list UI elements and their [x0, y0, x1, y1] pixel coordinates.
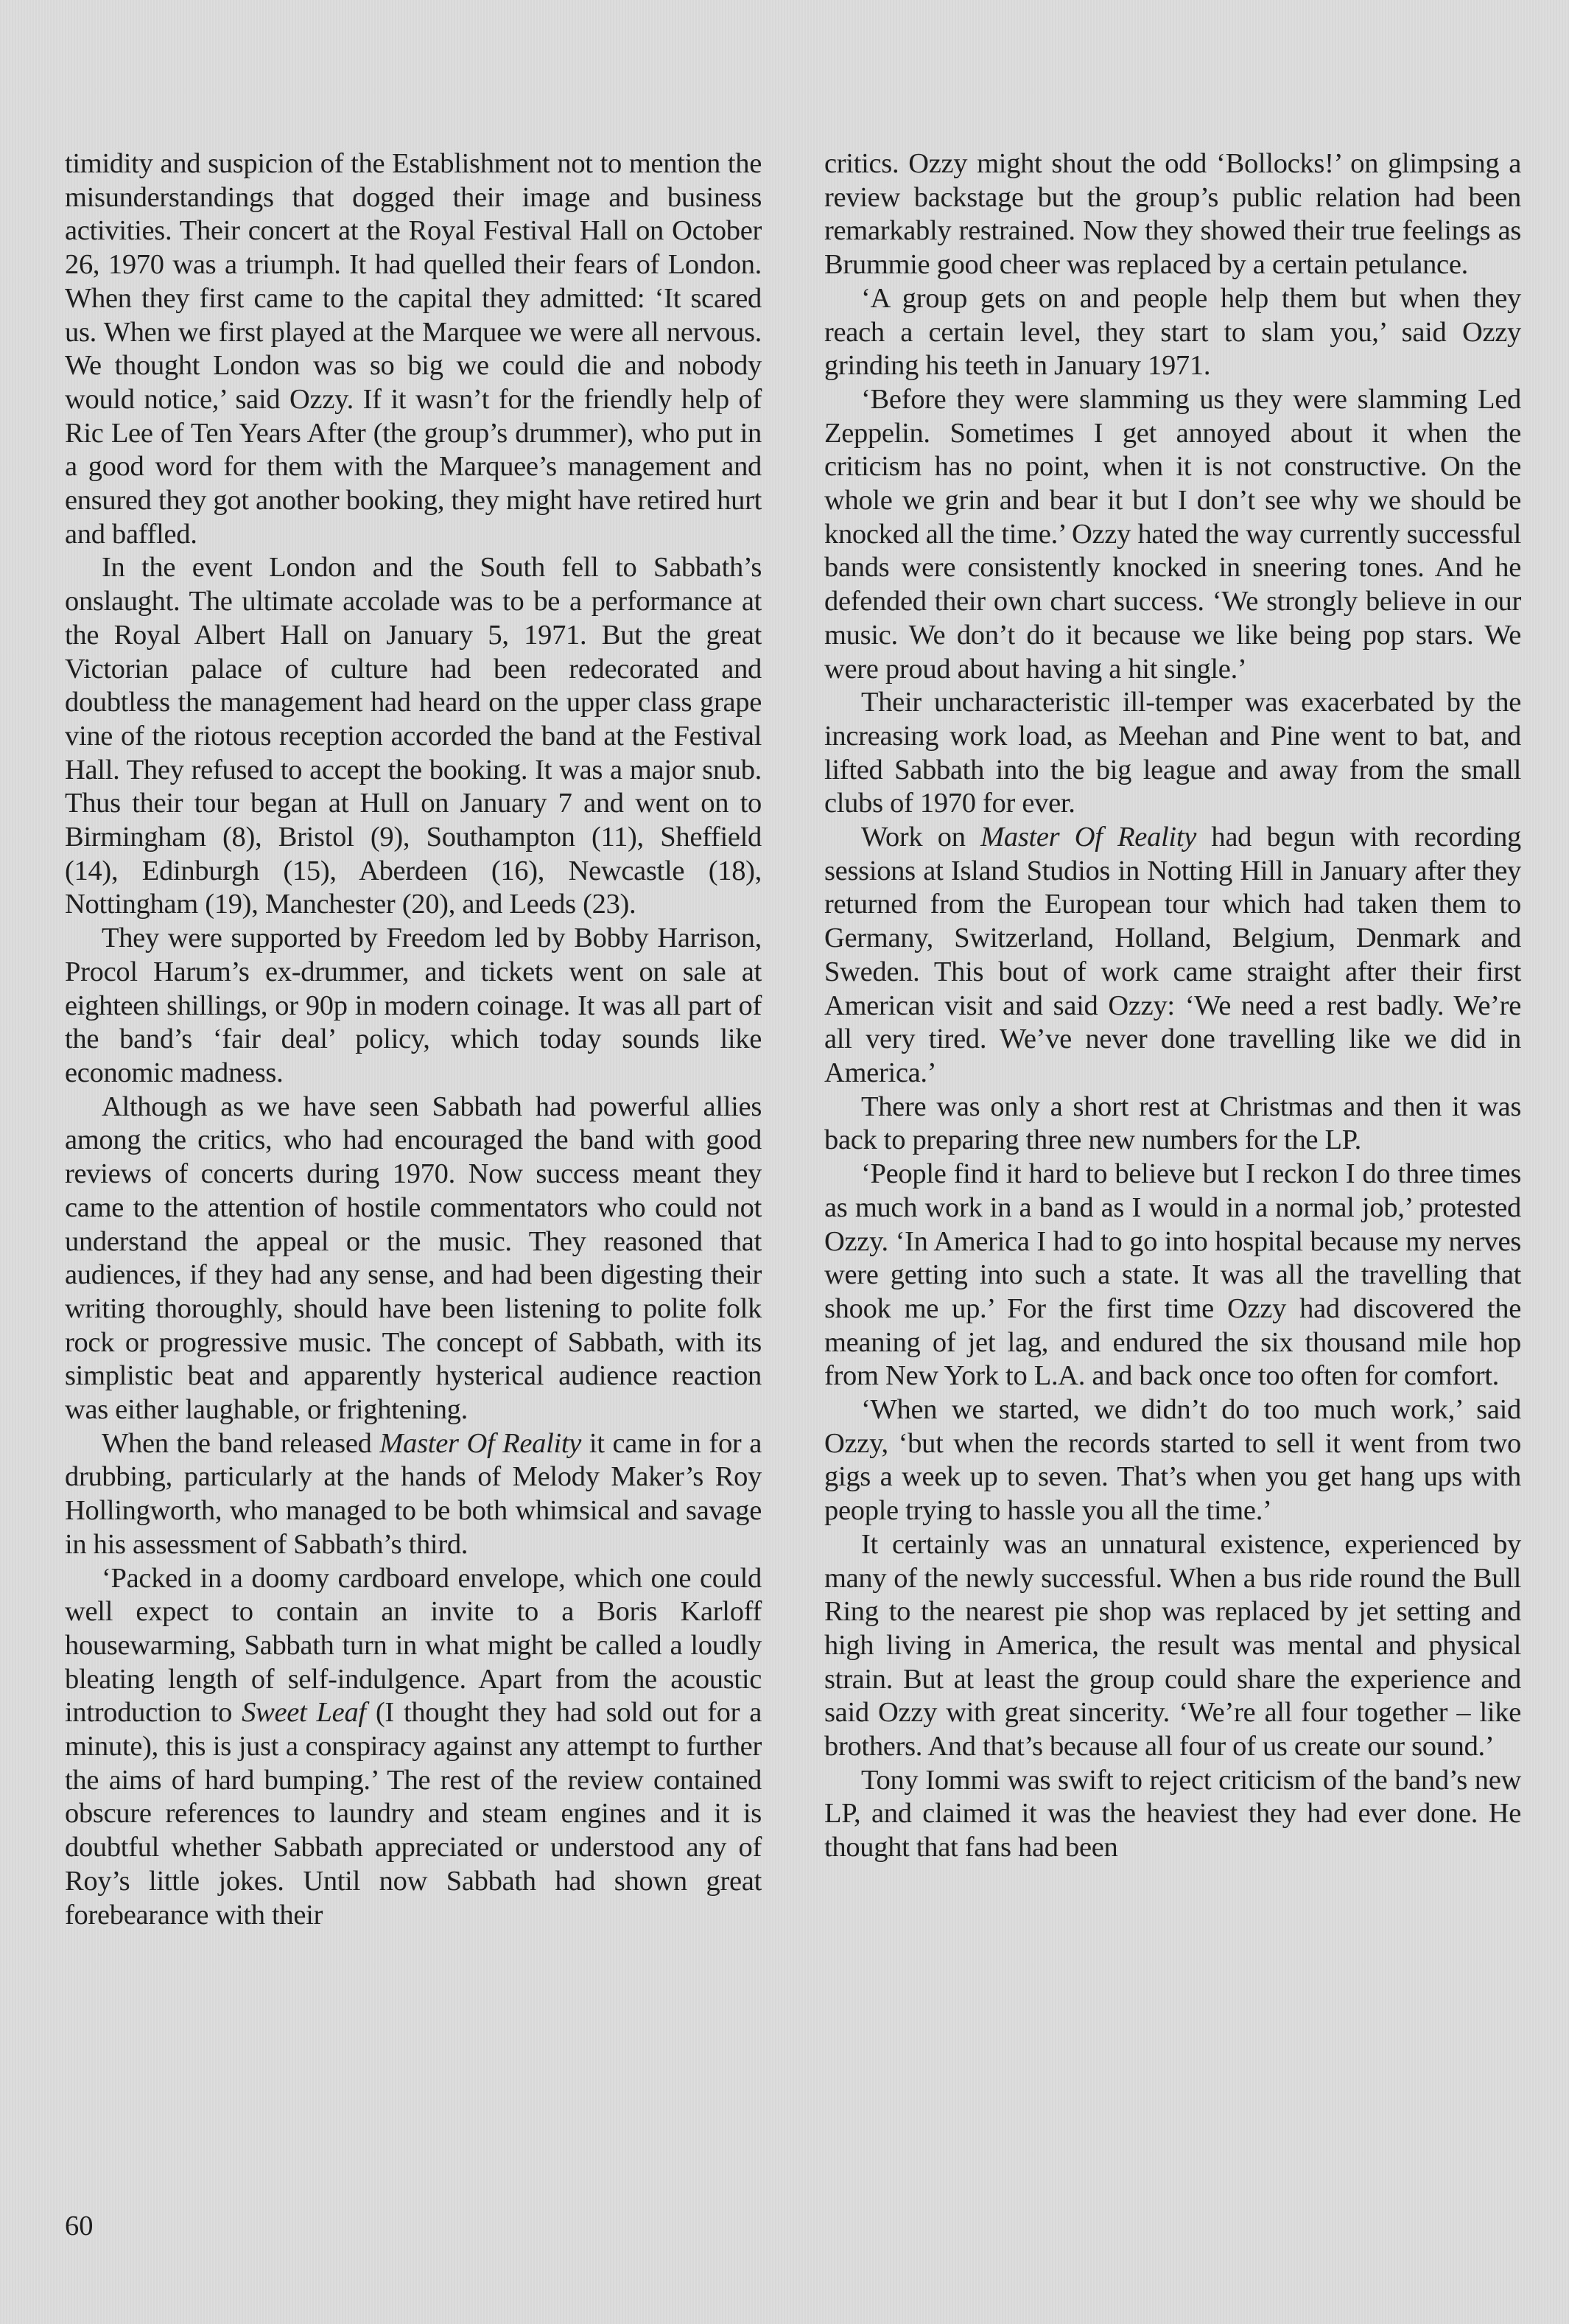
- paragraph-text: had begun with recording sessions at Island Studios in Notting Hill in January after they returned from the European tour which had taken them to Germany, Switzerland, Holland, Belgium, Denmark and Sweden. This bout of work came straight after their first American visit and said Ozzy: ‘We need a rest badly. We’re all very tired. We’ve never done travelling like we did in America.’: [824, 822, 1521, 1088]
- body-paragraph: [824, 147, 1521, 282]
- paragraph-text: ‘A group gets on and people help them but when they reach a certain level, they start to slam you,’ said Ozzy grinding his teeth in January 1971.: [824, 282, 1521, 382]
- paragraph-text: ‘Packed in a doomy cardboard envelope, which one could well expect to contain an invite to a Boris Karloff housewarming, Sabbath turn in what might be called a loudly bleating length of self-indulgence. Apart from the acoustic introduction to: [65, 1562, 762, 1729]
- page-number: 60: [65, 2211, 94, 2241]
- paragraph-text: Work on: [861, 822, 981, 853]
- paragraph-text: Tony Iommi was swift to reject criticism of the band’s new LP, and claimed it was the heaviest they had ever done. He thought that fans had been: [824, 1764, 1521, 1863]
- left-column: [65, 147, 762, 1932]
- body-paragraph: [65, 1091, 762, 1427]
- paragraph-text: Their uncharacteristic ill-temper was exacerbated by the increasing work load, as Meehan and Pine went to bat, and lifted Sabbath into the big league and away from the small clubs of 1970 for ever.: [824, 687, 1521, 819]
- paragraph-text: (I thought they had sold out for a minute), this is just a conspiracy against any attempt to further the aims of hard bumping.’ The rest of the review contained obscure references to laundry and steam engines and it is doubtful whether Sabbath appreciated or understood any of Roy’s little jokes. Until now Sabbath had shown great forebearance with their: [65, 1697, 762, 1931]
- body-paragraph: [824, 821, 1521, 1091]
- italic-title: Sweet Leaf: [242, 1697, 366, 1729]
- body-paragraph: [824, 1528, 1521, 1764]
- paragraph-text: When the band released: [102, 1427, 380, 1459]
- body-paragraph: [824, 282, 1521, 383]
- body-paragraph: [65, 922, 762, 1091]
- body-paragraph: [65, 1427, 762, 1562]
- paragraph-text: ‘People find it hard to believe but I reckon I do three times as much work in a band as I would in a normal job,’ protested Ozzy. ‘In America I had to go into hospital because my nerves were getting into such a state. It was all the travelling that shook me up.’ For the first time Ozzy had discovered the meaning of jet lag, and endured the six thousand mile hop from New York to L.A. and back once too often for comfort.: [824, 1158, 1521, 1392]
- paragraph-text: it came in for a drubbing, particularly at the hands of Melody Maker’s Roy Hollingworth, who managed to be both whimsical and savage in his assessment of Sabbath’s third.: [65, 1427, 762, 1560]
- body-paragraph: [65, 147, 762, 551]
- body-paragraph: [65, 1562, 762, 1933]
- paragraph-text: Although as we have seen Sabbath had powerful allies among the critics, who had encouraged the band with good reviews of concerts during 1970. Now success meant they came to the attention of hostile commentators who could not understand the appeal or the music. They reasoned that audiences, if they had any sense, and had been digesting their writing thoroughly, should have been listening to polite folk rock or progressive music. The concept of Sabbath, with its simplistic beat and apparently hysterical audience reaction was either laughable, or frightening.: [65, 1091, 762, 1426]
- body-paragraph: [824, 1158, 1521, 1393]
- right-column: [824, 147, 1521, 1865]
- body-paragraph: [824, 686, 1521, 821]
- body-paragraph: [824, 1393, 1521, 1528]
- body-paragraph: [824, 1091, 1521, 1158]
- paragraph-text: There was only a short rest at Christmas and then it was back to preparing three new numbers for the LP.: [824, 1091, 1521, 1156]
- body-paragraph: [65, 551, 762, 922]
- paragraph-text: They were supported by Freedom led by Bobby Harrison, Procol Harum’s ex-drummer, and tickets went on sale at eighteen shillings, or 90p in modern coinage. It was all part of the band’s ‘fair deal’ policy, which today sounds like economic madness.: [65, 923, 762, 1088]
- italic-title: Master Of Reality: [980, 822, 1197, 853]
- body-paragraph: [824, 383, 1521, 686]
- paragraph-text: ‘Before they were slamming us they were slamming Led Zeppelin. Sometimes I get annoyed about it when the criticism has no point, when it is not constructive. On the whole we grin and bear it but I don’t see why we should be knocked all the time.’ Ozzy hated the way currently successful bands were consistently knocked in sneering tones. And he defended their own chart success. ‘We strongly believe in our music. We don’t do it because we like being pop stars. We were proud about having a hit single.’: [824, 383, 1521, 685]
- italic-title: Master Of Reality: [379, 1427, 582, 1459]
- paragraph-text: ‘When we started, we didn’t do too much work,’ said Ozzy, ‘but when the records started to sell it went from two gigs a week up to seven. That’s when you get hang ups with people trying to hassle you all the time.’: [824, 1394, 1521, 1527]
- body-paragraph: [824, 1764, 1521, 1865]
- paragraph-text: timidity and suspicion of the Establishment not to mention the misunderstandings that dogged their image and business activities. Their concert at the Royal Festival Hall on October 26, 1970 was a triumph. It had quelled their fears of London. When they first came to the capital they admitted: ‘It scared us. When we first played at the Marquee we were all nervous. We thought London was so big we could die and nobody would notice,’ said Ozzy. If it wasn’t for the friendly help of Ric Lee of Ten Years After (the group’s drummer), who put in a good word for them with the Marquee’s management and ensured they got another booking, they might have retired hurt and baffled.: [65, 148, 762, 550]
- paragraph-text: In the event London and the South fell to Sabbath’s onslaught. The ultimate accolade was to be a performance at the Royal Albert Hall on January 5, 1971. But the great Victorian palace of culture had been redecorated and doubtless the management had heard on the upper class grape vine of the riotous reception accorded the band at the Festival Hall. They refused to accept the booking. It was a major snub. Thus their tour began at Hull on January 7 and went on to Birmingham (8), Bristol (9), Southampton (11), Sheffield (14), Edinburgh (15), Aberdeen (16), Newcastle (18), Nottingham (19), Manchester (20), and Leeds (23).: [65, 552, 762, 920]
- paragraph-text: It certainly was an unnatural existence, experienced by many of the newly successful. When a bus ride round the Bull Ring to the nearest pie shop was replaced by jet setting and high living in America, the result was mental and physical strain. But at least the group could share the experience and said Ozzy with great sincerity. ‘We’re all four together – like brothers. And that’s because all four of us create our sound.’: [824, 1528, 1521, 1763]
- paragraph-text: critics. Ozzy might shout the odd ‘Bollocks!’ on glimpsing a review backstage but the group’s public relation had been remarkably restrained. Now they showed their true feelings as Brummie good cheer was replaced by a certain petulance.: [824, 148, 1521, 281]
